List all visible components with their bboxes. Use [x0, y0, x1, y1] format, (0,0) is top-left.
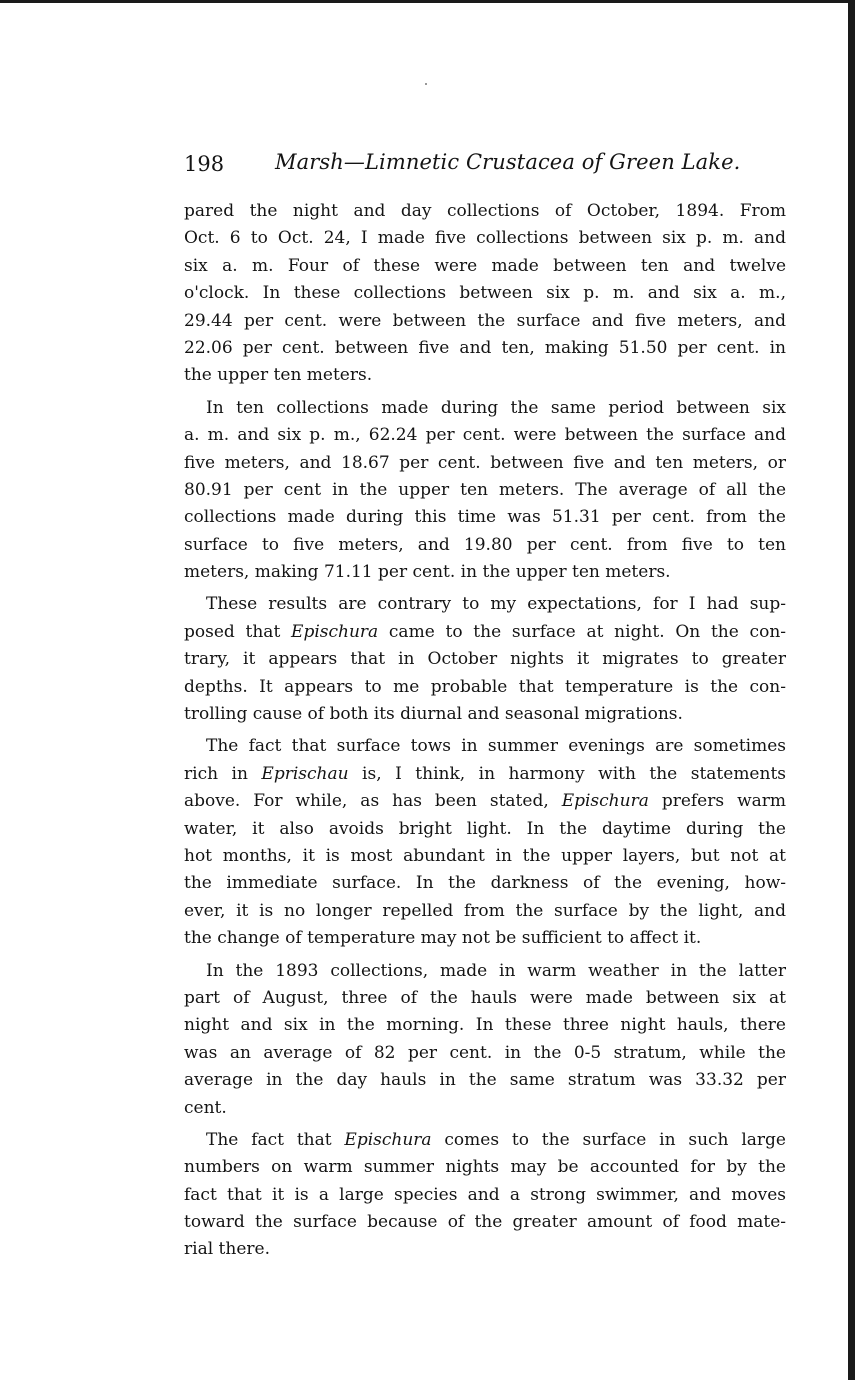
text-line: part of August, three of the hauls were made between six at [184, 987, 786, 1008]
text-line: 29.44 per cent. were between the surface and five meters, and [184, 310, 786, 331]
text-line: rich in Eprischau is, I think, in harmony with the statements [184, 763, 786, 784]
text-line: numbers on warm summer nights may be accounted for by the [184, 1157, 786, 1178]
text-line: surface to five meters, and 19.80 per cent. from five to ten [184, 534, 786, 555]
text-line: collections made during this time was 51.31 per cent. from the [184, 507, 786, 528]
text-line: posed that Epischura came to the surface at night. On the con- [184, 621, 787, 642]
species-name: Eprischau [261, 763, 349, 784]
scan-speck [425, 83, 427, 85]
species-name: Epischura [344, 1129, 432, 1150]
body-text [184, 198, 786, 1264]
paragraph [184, 198, 786, 390]
text-line: the upper ten meters. [184, 365, 373, 386]
text-line: The fact that surface tows in summer evenings are sometimes [206, 736, 786, 757]
text-line: water, it also avoids bright light. In the daytime during the [184, 818, 786, 839]
text-line: In the 1893 collections, made in warm weather in the latter [206, 960, 786, 981]
species-name: Epischura [561, 791, 649, 812]
running-title: Marsh—Limnetic Crustacea of Green Lake. [275, 150, 741, 174]
text-line: trolling cause of both its diurnal and seasonal migrations. [184, 704, 683, 725]
paragraph [184, 1127, 786, 1264]
paragraph [184, 958, 786, 1122]
page-number: 198 [184, 152, 225, 176]
text-line: trary, it appears that in October nights it migrates to greater [184, 649, 786, 670]
species-name: Epischura [291, 621, 379, 642]
text-line: ever, it is no longer repelled from the surface by the light, and [184, 900, 786, 921]
text-line: six a. m. Four of these were made between ten and twelve [184, 255, 786, 276]
page [184, 148, 786, 1269]
paragraph [184, 733, 786, 952]
text-line: fact that it is a large species and a strong swimmer, and moves [184, 1184, 786, 1205]
text-line: Oct. 6 to Oct. 24, I made five collections between six p. m. and [184, 228, 786, 249]
text-line: the immediate surface. In the darkness of the evening, how- [184, 873, 786, 894]
text-line: pared the night and day collections of October, 1894. From [184, 201, 786, 221]
text-line: toward the surface because of the greater amount of food mate- [184, 1212, 786, 1233]
text-line: meters, making 71.11 per cent. in the upper ten meters. [184, 562, 671, 583]
text-line: cent. [184, 1097, 227, 1118]
text-line: These results are contrary to my expectations, for I had sup- [206, 594, 786, 615]
scan-edge-right [848, 0, 855, 1380]
text-line: rial there. [184, 1239, 270, 1260]
text-line: The fact that Epischura comes to the surface in such large [206, 1129, 786, 1150]
text-line: o'clock. In these collections between six p. m. and six a. m., [184, 283, 786, 304]
scan-edge-top [0, 0, 855, 3]
paragraph [184, 591, 786, 728]
text-line: depths. It appears to me probable that temperature is the con- [184, 676, 786, 697]
running-head [184, 148, 786, 182]
text-line: 80.91 per cent in the upper ten meters. The average of all the [184, 479, 786, 500]
text-line: hot months, it is most abundant in the upper layers, but not at [184, 845, 786, 866]
text-line: average in the day hauls in the same stratum was 33.32 per [184, 1070, 786, 1091]
text-line: 22.06 per cent. between five and ten, making 51.50 per cent. in [184, 337, 786, 358]
text-line: was an average of 82 per cent. in the 0-5 stratum, while the [184, 1042, 786, 1063]
text-line: the change of temperature may not be sufficient to affect it. [184, 928, 702, 949]
paragraph [184, 395, 786, 587]
text-line: In ten collections made during the same period between six [206, 397, 786, 418]
text-line: a. m. and six p. m., 62.24 per cent. were between the surface and [184, 425, 786, 446]
text-line: five meters, and 18.67 per cent. between five and ten meters, or [184, 452, 786, 473]
text-line: above. For while, as has been stated, Epischura prefers warm [184, 791, 786, 812]
text-line: night and six in the morning. In these three night hauls, there [184, 1015, 786, 1036]
